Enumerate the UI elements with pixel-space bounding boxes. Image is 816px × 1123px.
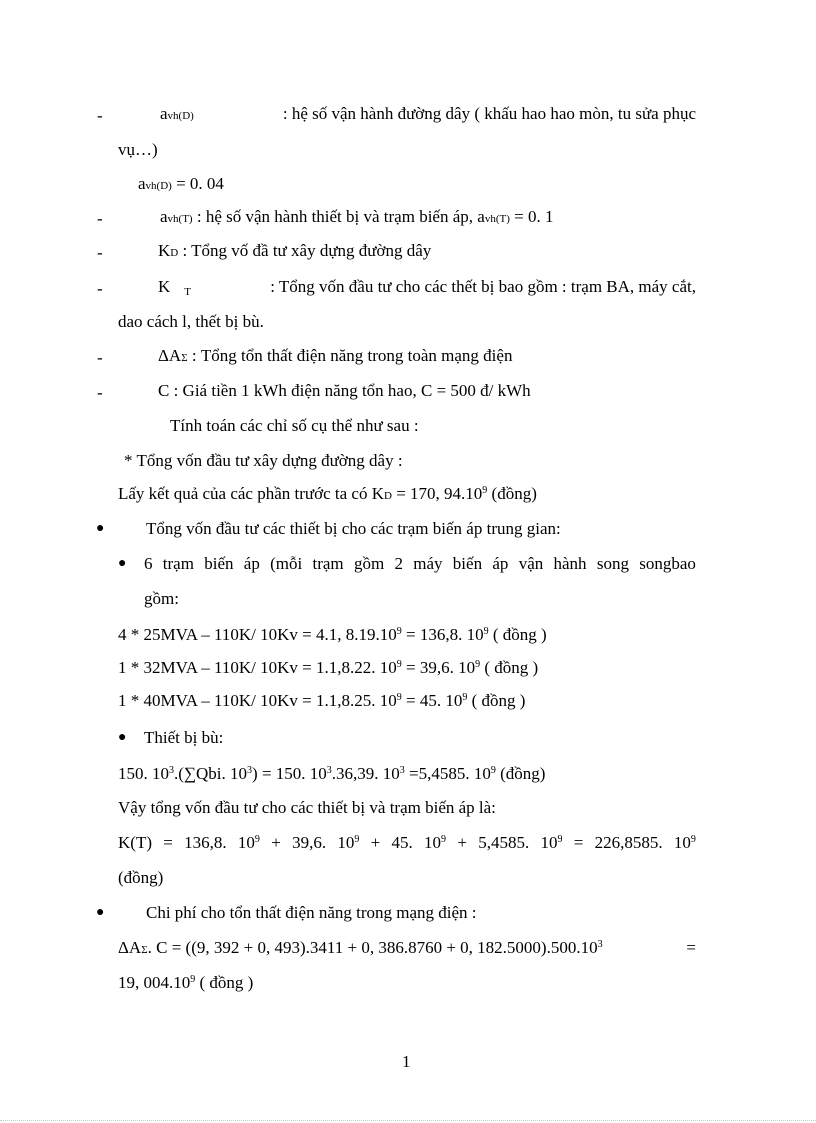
loss-cost-heading: Chi phí cho tổn thất điện năng trong mạng điện : xyxy=(146,903,477,922)
bullet-marker: ● xyxy=(96,521,105,536)
total-equipment-formula: K(T) = 136,8. $10^9$ + 39,6. $10^9$ + 45. $10^9$ + 5,4585. $10^9$ = 226,8585. $10^9$ xyxy=(118,833,696,852)
loss-cost-result: 19, 004.10$^9$ ( đồng ) xyxy=(118,973,254,992)
bullet-marker: ● xyxy=(118,556,127,571)
total-equipment-intro: Vậy tổng vốn đầu tư cho các thiết bị và trạm biến áp là: xyxy=(118,798,496,817)
compensation-cost: 150. $10^3.(\sum Qbi$. $10^3) = 150$. $10^3.36,39$. $10^3 =5,4585$. $10^9$ (đồng) xyxy=(118,764,546,783)
definition-KT-continued: dao cách l, thết bị bù. xyxy=(118,312,264,331)
footer-divider xyxy=(0,1120,816,1121)
section-heading-line-investment: * Tổng vốn đầu tư xây dựng đường dây : xyxy=(124,451,403,470)
substation-investment-heading: Tổng vốn đầu tư các thiết bị cho các trạm biến áp trung gian: xyxy=(146,519,561,538)
transformer-32mva-cost: 1 * 32MVA – 110K/ 10Kv = 1.1,8.22. $10^9 = 39,6$. $10^9$ ( đồng ) xyxy=(118,658,539,677)
definition-C: C : Giá tiền 1 kWh điện năng tổn hao, C = 500 đ/ kWh xyxy=(158,381,531,400)
definition-avhD: avh(D) : hệ số vận hành đường dây ( khấu hao hao mòn, tu sửa phục xyxy=(160,104,696,123)
total-equipment-unit: (đồng) xyxy=(118,868,164,887)
dash-marker: - xyxy=(97,106,103,125)
definition-avhD-continued: vụ…) xyxy=(118,140,158,159)
dash-marker: - xyxy=(97,243,103,262)
dash-marker: - xyxy=(97,383,103,402)
dash-marker: - xyxy=(97,348,103,367)
bullet-marker: ● xyxy=(96,905,105,920)
bullet-marker: ● xyxy=(118,730,127,745)
substation-count-continued: gồm: xyxy=(144,589,179,608)
definition-delta-A: ΔAΣ : Tổng tổn thất điện năng trong toàn mạng điện xyxy=(158,346,513,365)
page-number: 1 xyxy=(402,1052,411,1071)
calc-intro: Tính toán các chỉ số cụ thể như sau : xyxy=(170,416,419,435)
substation-count: 6 trạm biến áp (mỗi trạm gồm 2 máy biến áp vận hành song songbao xyxy=(144,554,696,573)
dash-marker: - xyxy=(97,209,103,228)
avhD-value: avh(D) = 0. 04 xyxy=(138,174,224,193)
transformer-25mva-cost: 4 * 25MVA – 110K/ 10Kv = 4.1, $8.19.10^9 = 136,8$. $10^9$ ( đồng ) xyxy=(118,625,547,644)
definition-KT: K T : Tổng vốn đầu tư cho các thết bị bao gồm : trạm BA, máy cắt, xyxy=(158,277,696,298)
compensation-heading: Thiết bị bù: xyxy=(144,728,224,747)
dash-marker: - xyxy=(97,279,103,298)
loss-cost-formula: ΔAΣ. C = ((9, 392 + 0, 493).3411 + 0, 386.8760 + 0, 182.5000).500.10$^3$ = xyxy=(118,938,696,957)
definition-avhT: avh(T) : hệ số vận hành thiết bị và trạm biến áp, avh(T) = 0. 1 xyxy=(160,207,554,226)
transformer-40mva-cost: 1 * 40MVA – 110K/ 10Kv = 1.1,8.25. $10^9 = 45$. $10^9$ ( đồng ) xyxy=(118,691,526,710)
kd-result: Lấy kết quả của các phần trước ta có KD = 170, 94.10$^9$ (đồng) xyxy=(118,484,537,503)
definition-KD: KD : Tổng vố đầ tư xây dựng đường dây xyxy=(158,241,432,260)
